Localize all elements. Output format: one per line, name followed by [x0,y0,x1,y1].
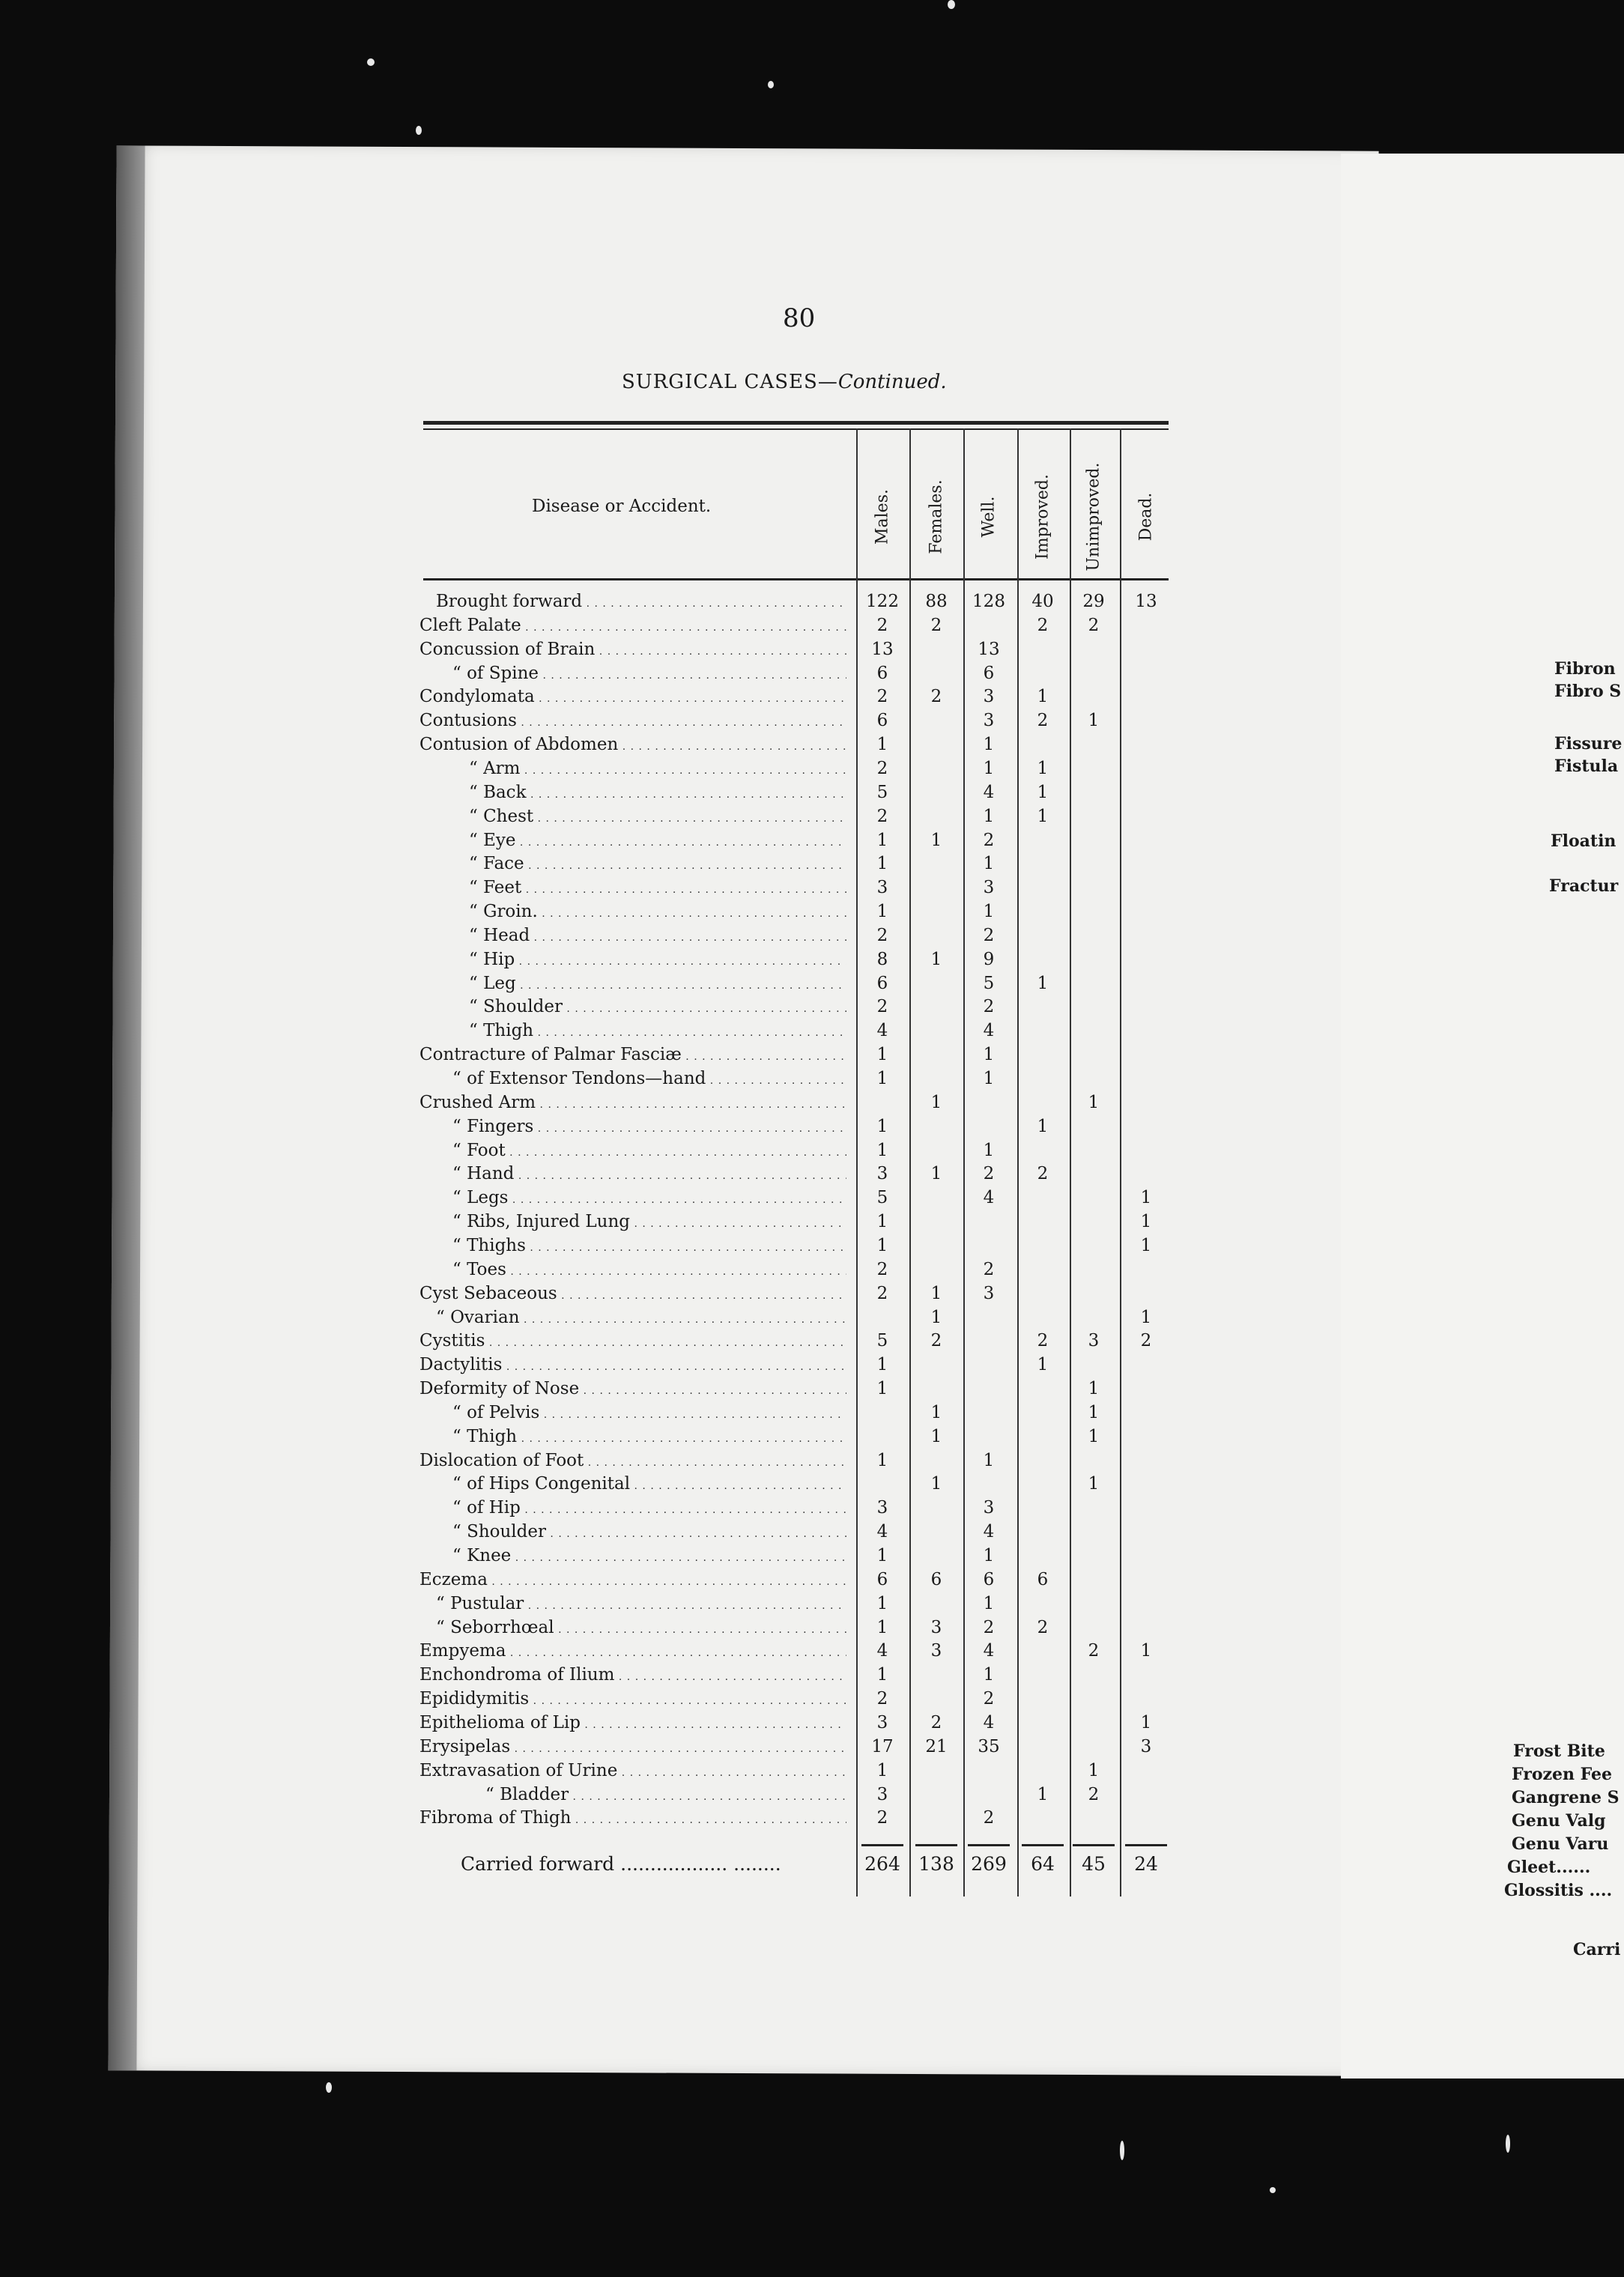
row-label: Fibroma of Thigh . . . [419,1807,846,1830]
cell-well: 1 [983,1546,995,1565]
cell-well: 1 [983,1045,995,1065]
cell-dead: 1 [1140,1212,1152,1232]
row-label: “ Thigh . . . [469,1019,846,1043]
cell-improved: 2 [1037,1164,1049,1184]
row-label: “ Back . . . [469,781,846,804]
cell-well: 6 [983,663,995,683]
column-header-males: Males. [873,489,892,545]
cell-improved: 2 [1037,711,1049,731]
row-label: “ Toes . . . [452,1258,846,1282]
facing-page-fragment: Frost Bite [1513,1741,1605,1761]
row-label: Erysipelas . . . [419,1735,846,1759]
cell-well: 2 [983,1259,995,1279]
cell-improved: 1 [1037,1116,1049,1136]
total-rule [915,1844,957,1846]
cell-females: 1 [930,1426,942,1446]
cell-females: 1 [930,1283,942,1303]
cell-well: 3 [983,711,995,731]
cell-males: 1 [876,735,888,755]
cell-well: 3 [983,1283,995,1303]
cell-well: 1 [983,902,995,922]
cell-well: 4 [983,1021,995,1041]
row-label: Extravasation of Urine . . . [419,1759,846,1783]
column-header-unimproved: Unimproved. [1084,462,1103,571]
total-males: 264 [864,1853,900,1876]
facing-page-fragment: Gangrene S [1512,1788,1620,1807]
total-rule [1125,1844,1167,1846]
row-label: “ Knee . . . [452,1544,846,1568]
row-label: Brought forward . . . [436,590,846,613]
facing-page-fragment: Genu Valg [1512,1811,1606,1831]
row-label: “ of Spine . . . [452,662,846,685]
cell-males: 2 [876,925,888,945]
cell-females: 1 [930,1092,942,1112]
facing-page-fragment: Fractur [1549,876,1619,896]
cell-males: 8 [876,949,888,969]
cell-females: 2 [930,615,942,635]
cell-females: 1 [930,1164,942,1184]
cell-males: 1 [876,854,888,874]
total-rule [1073,1844,1115,1846]
row-label: “ Thigh . . . [452,1425,846,1449]
row-label: Contusion of Abdomen . . . [419,733,846,757]
cell-well: 9 [983,949,995,969]
cell-males: 2 [876,758,888,778]
cell-well: 128 [972,592,1005,611]
row-label: “ Arm . . . [469,757,846,780]
cell-well: 2 [983,1617,995,1637]
cell-males: 122 [866,592,899,611]
scan-speck [768,81,774,88]
row-label: “ Shoulder . . . [452,1520,846,1544]
row-label: “ Thighs . . . [452,1234,846,1258]
cell-unimproved: 1 [1088,1474,1100,1494]
facing-page-fragment: Fistula [1554,757,1619,776]
cell-well: 1 [983,735,995,755]
facing-page-fragment: Genu Varu [1512,1834,1609,1854]
cell-males: 2 [876,997,888,1017]
row-label: Epithelioma of Lip . . . [419,1711,846,1735]
cell-well: 4 [983,1522,995,1542]
row-label: “ Feet . . . [469,876,846,900]
cell-males: 6 [876,1569,888,1589]
cell-males: 3 [876,1498,888,1518]
cell-females: 1 [930,1402,942,1422]
facing-page-fragment: Carri [1573,1940,1621,1959]
cell-dead: 1 [1140,1307,1152,1327]
cell-well: 1 [983,1593,995,1613]
total-rule [968,1844,1010,1846]
cell-unimproved: 2 [1088,1784,1100,1804]
column-header-well: Well. [979,496,999,538]
row-label: “ Foot . . . [452,1139,846,1162]
total-females: 138 [918,1853,954,1876]
cell-unimproved: 1 [1088,1426,1100,1446]
cell-dead: 1 [1140,1641,1152,1661]
cell-well: 13 [978,639,1000,659]
cell-males: 13 [871,639,894,659]
cell-well: 3 [983,878,995,898]
row-label: Condylomata . . . [419,685,846,709]
cell-males: 6 [876,973,888,993]
row-label: “ Ovarian . . . [436,1306,846,1329]
column-divider [1120,428,1121,1897]
cell-males: 1 [876,1045,888,1065]
row-label: Concussion of Brain . . . [419,638,846,661]
cell-males: 2 [876,1808,888,1828]
cell-males: 1 [876,1069,888,1088]
cell-well: 2 [983,1689,995,1709]
row-label: Eczema . . . [419,1568,846,1592]
cell-dead: 2 [1140,1331,1152,1351]
cell-well: 4 [983,1188,995,1208]
row-label: Enchondroma of Ilium . . . [419,1664,846,1687]
cell-well: 6 [983,1569,995,1589]
cell-males: 1 [876,1617,888,1637]
cell-well: 3 [983,687,995,707]
cell-males: 2 [876,806,888,826]
cell-males: 3 [876,1784,888,1804]
total-well: 269 [971,1853,1007,1876]
row-label: “ Pustular . . . [436,1592,846,1616]
row-label: “ Eye . . . [469,829,846,852]
carried-forward-label: Carried forward .................. ........ [461,1853,781,1876]
facing-page-fragment: Glossitis .... [1504,1881,1613,1900]
cell-males: 5 [876,1188,888,1208]
cell-dead: 13 [1135,592,1157,611]
scan-speck [948,0,955,9]
column-header-dead: Dead. [1136,492,1156,542]
cell-males: 6 [876,711,888,731]
cell-dead: 1 [1140,1188,1152,1208]
cell-unimproved: 1 [1088,1092,1100,1112]
cell-unimproved: 29 [1082,592,1105,611]
total-improved: 64 [1031,1853,1055,1876]
cell-males: 2 [876,1259,888,1279]
cell-males: 1 [876,1116,888,1136]
column-header-improved: Improved. [1033,474,1052,560]
cell-males: 5 [876,782,888,802]
cell-improved: 1 [1037,973,1049,993]
row-label: “ Shoulder . . . [469,995,846,1019]
table-rule [423,578,1169,580]
cell-well: 1 [983,1140,995,1160]
cell-well: 2 [983,830,995,850]
column-header-females: Females. [927,479,946,554]
cell-improved: 1 [1037,806,1049,826]
cell-females: 2 [930,1331,942,1351]
facing-page-fragment: Fissure [1554,734,1623,754]
cell-well: 5 [983,973,995,993]
cell-well: 2 [983,1164,995,1184]
cell-dead: 1 [1140,1712,1152,1732]
cell-males: 4 [876,1641,888,1661]
row-label: Epididymitis . . . [419,1688,846,1711]
cell-well: 4 [983,1641,995,1661]
cell-well: 2 [983,997,995,1017]
cell-well: 35 [978,1736,1000,1756]
cell-males: 1 [876,1212,888,1232]
heading-text: SURGICAL CASES— [622,371,838,393]
scan-speck [326,2082,332,2093]
cell-well: 4 [983,1712,995,1732]
table-rule [423,428,1169,430]
cell-males: 2 [876,615,888,635]
cell-unimproved: 1 [1088,1379,1100,1399]
cell-males: 3 [876,1164,888,1184]
row-label: “ Head . . . [469,924,846,948]
cell-females: 3 [930,1617,942,1637]
cell-unimproved: 2 [1088,615,1100,635]
row-label: “ Groin. . . . [469,900,846,924]
row-label: Cyst Sebaceous . . . [419,1282,846,1306]
facing-page-fragment: Fibron [1554,659,1616,679]
cell-well: 4 [983,782,995,802]
cell-well: 1 [983,1665,995,1685]
cell-males: 2 [876,1283,888,1303]
cell-males: 4 [876,1522,888,1542]
scan-speck [416,126,422,135]
cell-males: 1 [876,1593,888,1613]
cell-males: 1 [876,1355,888,1375]
row-label: “ Fingers . . . [452,1115,846,1138]
facing-page-fragment: Floatin [1551,831,1617,851]
row-label: “ Face . . . [469,852,846,876]
cell-improved: 1 [1037,1355,1049,1375]
cell-unimproved: 2 [1088,1641,1100,1661]
page-number: 80 [783,303,816,333]
cell-males: 4 [876,1021,888,1041]
cell-males: 1 [876,830,888,850]
cell-males: 1 [876,1450,888,1470]
cell-males: 1 [876,902,888,922]
row-label: “ of Hip . . . [452,1497,846,1520]
cell-well: 1 [983,1069,995,1088]
cell-well: 1 [983,1450,995,1470]
cell-males: 1 [876,1235,888,1255]
cell-females: 1 [930,1307,942,1327]
row-label: Cleft Palate . . . [419,614,846,637]
heading-italic: Continued. [837,371,947,393]
row-label: “ Ribs, Injured Lung . . . [452,1210,846,1234]
total-dead: 24 [1134,1853,1158,1876]
column-divider [856,428,858,1897]
cell-males: 3 [876,878,888,898]
cell-males: 2 [876,687,888,707]
cell-well: 3 [983,1498,995,1518]
cell-improved: 6 [1037,1569,1049,1589]
cell-females: 6 [930,1569,942,1589]
row-label: “ Hip . . . [469,948,846,971]
total-rule [861,1844,903,1846]
scan-speck [1506,2135,1510,2153]
total-rule [1022,1844,1064,1846]
row-label: “ Hand . . . [452,1162,846,1186]
row-label: Dislocation of Foot . . . [419,1449,846,1473]
row-label: “ Legs . . . [452,1186,846,1210]
cell-males: 17 [871,1736,894,1756]
cell-males: 1 [876,1140,888,1160]
cell-well: 2 [983,925,995,945]
row-label: Deformity of Nose . . . [419,1377,846,1401]
cell-males: 6 [876,663,888,683]
row-label: Crushed Arm . . . [419,1091,846,1115]
cell-unimproved: 1 [1088,711,1100,731]
column-divider [1070,428,1071,1897]
facing-page-fragment: Frozen Fee [1512,1765,1613,1784]
row-label: “ of Hips Congenital . . . [452,1473,846,1496]
cell-dead: 1 [1140,1235,1152,1255]
cell-well: 2 [983,1808,995,1828]
total-unimproved: 45 [1082,1853,1106,1876]
row-label: Dactylitis . . . [419,1353,846,1377]
row-label: “ Chest . . . [469,805,846,828]
facing-page-fragment: Fibro S [1554,682,1622,701]
row-label: Contusions . . . [419,709,846,733]
scan-speck [367,58,375,66]
cell-females: 1 [930,830,942,850]
cell-males: 1 [876,1379,888,1399]
cell-well: 1 [983,854,995,874]
column-divider [1017,428,1019,1897]
cell-females: 2 [930,687,942,707]
column-divider [963,428,965,1897]
cell-females: 3 [930,1641,942,1661]
cell-males: 2 [876,1689,888,1709]
page-heading [622,371,947,393]
scan-speck [1120,2141,1124,2160]
cell-females: 21 [925,1736,948,1756]
cell-females: 1 [930,1474,942,1494]
cell-improved: 1 [1037,687,1049,707]
cell-improved: 40 [1031,592,1054,611]
cell-unimproved: 1 [1088,1760,1100,1780]
table-rule [423,421,1169,425]
row-label: “ Seborrhœal . . . [436,1616,846,1640]
cell-males: 5 [876,1331,888,1351]
cell-females: 2 [930,1712,942,1732]
cell-males: 1 [876,1665,888,1685]
cell-improved: 2 [1037,1331,1049,1351]
cell-unimproved: 1 [1088,1402,1100,1422]
cell-improved: 2 [1037,615,1049,635]
cell-males: 3 [876,1712,888,1732]
scan-speck [1270,2187,1276,2193]
disease-column-header: Disease or Accident. [532,497,712,516]
cell-improved: 1 [1037,1784,1049,1804]
facing-page-fragment: Gleet...... [1507,1858,1591,1877]
cell-dead: 3 [1140,1736,1152,1756]
row-label: “ of Pelvis . . . [452,1401,846,1425]
row-label: “ Leg . . . [469,972,846,995]
row-label: Empyema . . . [419,1640,846,1663]
cell-well: 1 [983,758,995,778]
column-divider [909,428,911,1897]
row-label: “ of Extensor Tendons—hand . . . [452,1067,846,1091]
cell-unimproved: 3 [1088,1331,1100,1351]
row-label: Contracture of Palmar Fasciæ . . . [419,1043,846,1067]
cell-males: 1 [876,1546,888,1565]
cell-improved: 1 [1037,758,1049,778]
cell-improved: 2 [1037,1617,1049,1637]
cell-females: 88 [925,592,948,611]
row-label: Cystitis . . . [419,1329,846,1353]
cell-males: 1 [876,1760,888,1780]
row-label: “ Bladder . . . [485,1783,846,1807]
cell-well: 1 [983,806,995,826]
cell-females: 1 [930,949,942,969]
cell-improved: 1 [1037,782,1049,802]
